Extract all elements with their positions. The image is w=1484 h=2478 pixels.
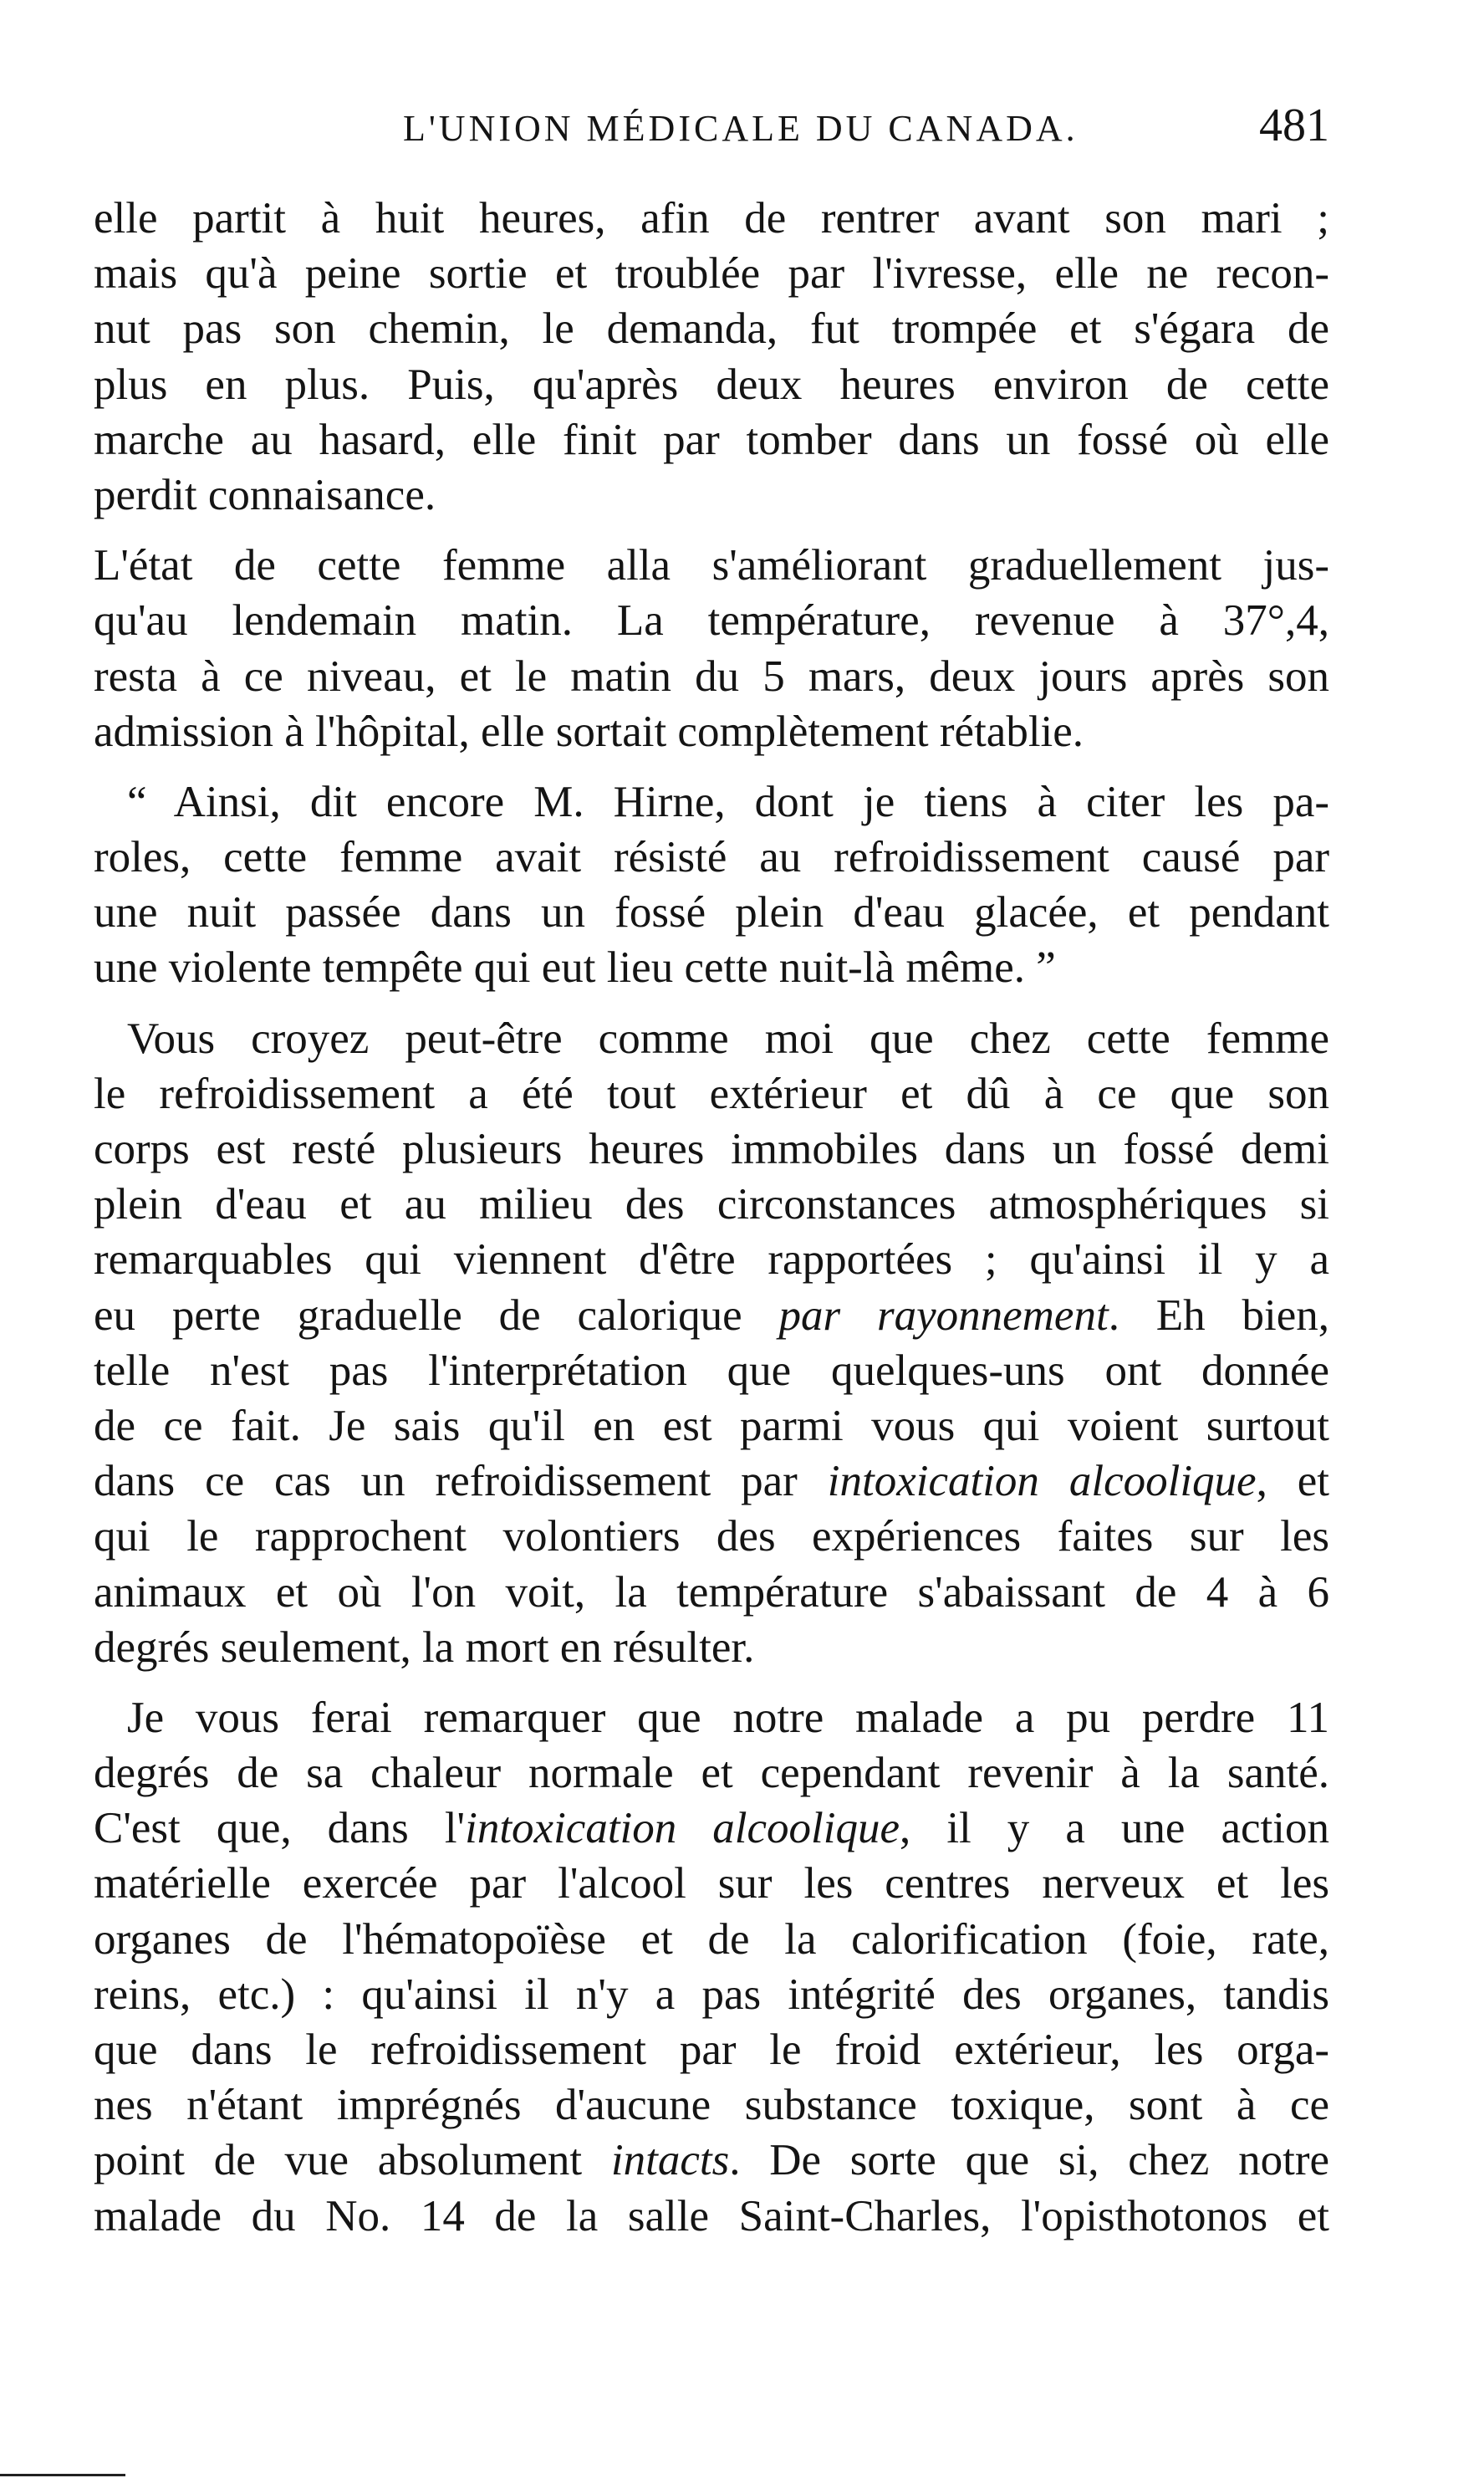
text-line: que dans le refroidissement par le froid extérieur, les orga- xyxy=(94,2026,1329,2074)
page-header xyxy=(92,99,1329,157)
text-line: perdit connaisance. xyxy=(94,470,436,519)
text-line: Je vous ferai remarquer que notre malade a pu perdre 11 xyxy=(127,1693,1329,1742)
paragraph-2 xyxy=(94,538,1329,759)
text-line: reins, etc.) : qu'ainsi il n'y a pas intégrité des organes, tandis xyxy=(94,1970,1329,2019)
text-line: admission à l'hôpital, elle sortait complètement rétablie. xyxy=(94,707,1084,756)
text-line: C'est que, dans l'intoxication alcoolique, il y a une action xyxy=(94,1804,1329,1853)
running-head: L'UNION MÉDICALE DU CANADA. xyxy=(403,108,1079,149)
text-line: corps est resté plusieurs heures immobiles dans un fossé demi xyxy=(94,1125,1329,1173)
text-line: degrés de sa chaleur normale et cependant revenir à la santé. xyxy=(94,1749,1329,1798)
text-line: Vous croyez peut-être comme moi que chez cette femme xyxy=(127,1014,1329,1063)
text-line: nes n'étant imprégnés d'aucune substance toxique, sont à ce xyxy=(94,2081,1329,2130)
text-line: elle partit à huit heures, afin de rentrer avant son mari ; xyxy=(94,194,1329,243)
paragraph-1 xyxy=(94,191,1329,523)
body-text xyxy=(94,191,1329,2259)
paragraph-3 xyxy=(94,774,1329,996)
text-line: telle n'est pas l'interprétation que quelques-uns ont donnée xyxy=(94,1346,1329,1395)
paragraph-5 xyxy=(94,1690,1329,2244)
paragraph-4 xyxy=(94,1011,1329,1675)
text-line: “ Ainsi, dit encore M. Hirne, dont je tiens à citer les pa- xyxy=(127,777,1329,826)
text-line: matérielle exercée par l'alcool sur les centres nerveux et les xyxy=(94,1859,1329,1908)
text-line: eu perte graduelle de calorique par rayonnement. Eh bien, xyxy=(94,1290,1329,1340)
text-line: resta à ce niveau, et le matin du 5 mars, deux jours après son xyxy=(94,651,1329,701)
text-line: plus en plus. Puis, qu'après deux heures environ de cette xyxy=(94,360,1329,409)
text-line: une violente tempête qui eut lieu cette nuit-là même. ” xyxy=(94,943,1056,993)
text-line: roles, cette femme avait résisté au refroidissement causé par xyxy=(94,833,1329,882)
scan-edge-mark xyxy=(0,2474,125,2476)
page-number: 481 xyxy=(1259,100,1329,151)
text-line: remarquables qui viennent d'être rapportées ; qu'ainsi il y a xyxy=(94,1235,1329,1285)
text-line: dans ce cas un refroidissement par intoxication alcoolique, et xyxy=(94,1457,1329,1506)
text-line: une nuit passée dans un fossé plein d'eau glacée, et pendant xyxy=(94,888,1329,938)
text-line: animaux et où l'on voit, la température s'abaissant de 4 à 6 xyxy=(94,1567,1329,1617)
text-line: organes de l'hématopoïèse et de la calorification (foie, rate, xyxy=(94,1914,1329,1964)
text-line: malade du No. 14 de la salle Saint-Charles, l'opisthotonos et xyxy=(94,2191,1329,2240)
text-line: mais qu'à peine sortie et troublée par l'ivresse, elle ne recon- xyxy=(94,249,1329,299)
text-line: point de vue absolument intacts. De sorte que si, chez notre xyxy=(94,2136,1329,2185)
text-line: L'état de cette femme alla s'améliorant graduellement jus- xyxy=(94,541,1329,590)
text-line: plein d'eau et au milieu des circonstances atmosphériques si xyxy=(94,1180,1329,1229)
text-line: qui le rapprochent volontiers des expériences faites sur les xyxy=(94,1512,1329,1561)
text-line: qu'au lendemain matin. La température, revenue à 37°,4, xyxy=(94,596,1329,646)
text-line: marche au hasard, elle finit par tomber dans un fossé où elle xyxy=(94,415,1329,464)
text-line: de ce fait. Je sais qu'il en est parmi vous qui voient surtout xyxy=(94,1401,1329,1450)
text-line: degrés seulement, la mort en résulter. xyxy=(94,1622,755,1672)
text-line: nut pas son chemin, le demanda, fut trompée et s'égara de xyxy=(94,304,1329,354)
text-line: le refroidissement a été tout extérieur et dû à ce que son xyxy=(94,1069,1329,1118)
